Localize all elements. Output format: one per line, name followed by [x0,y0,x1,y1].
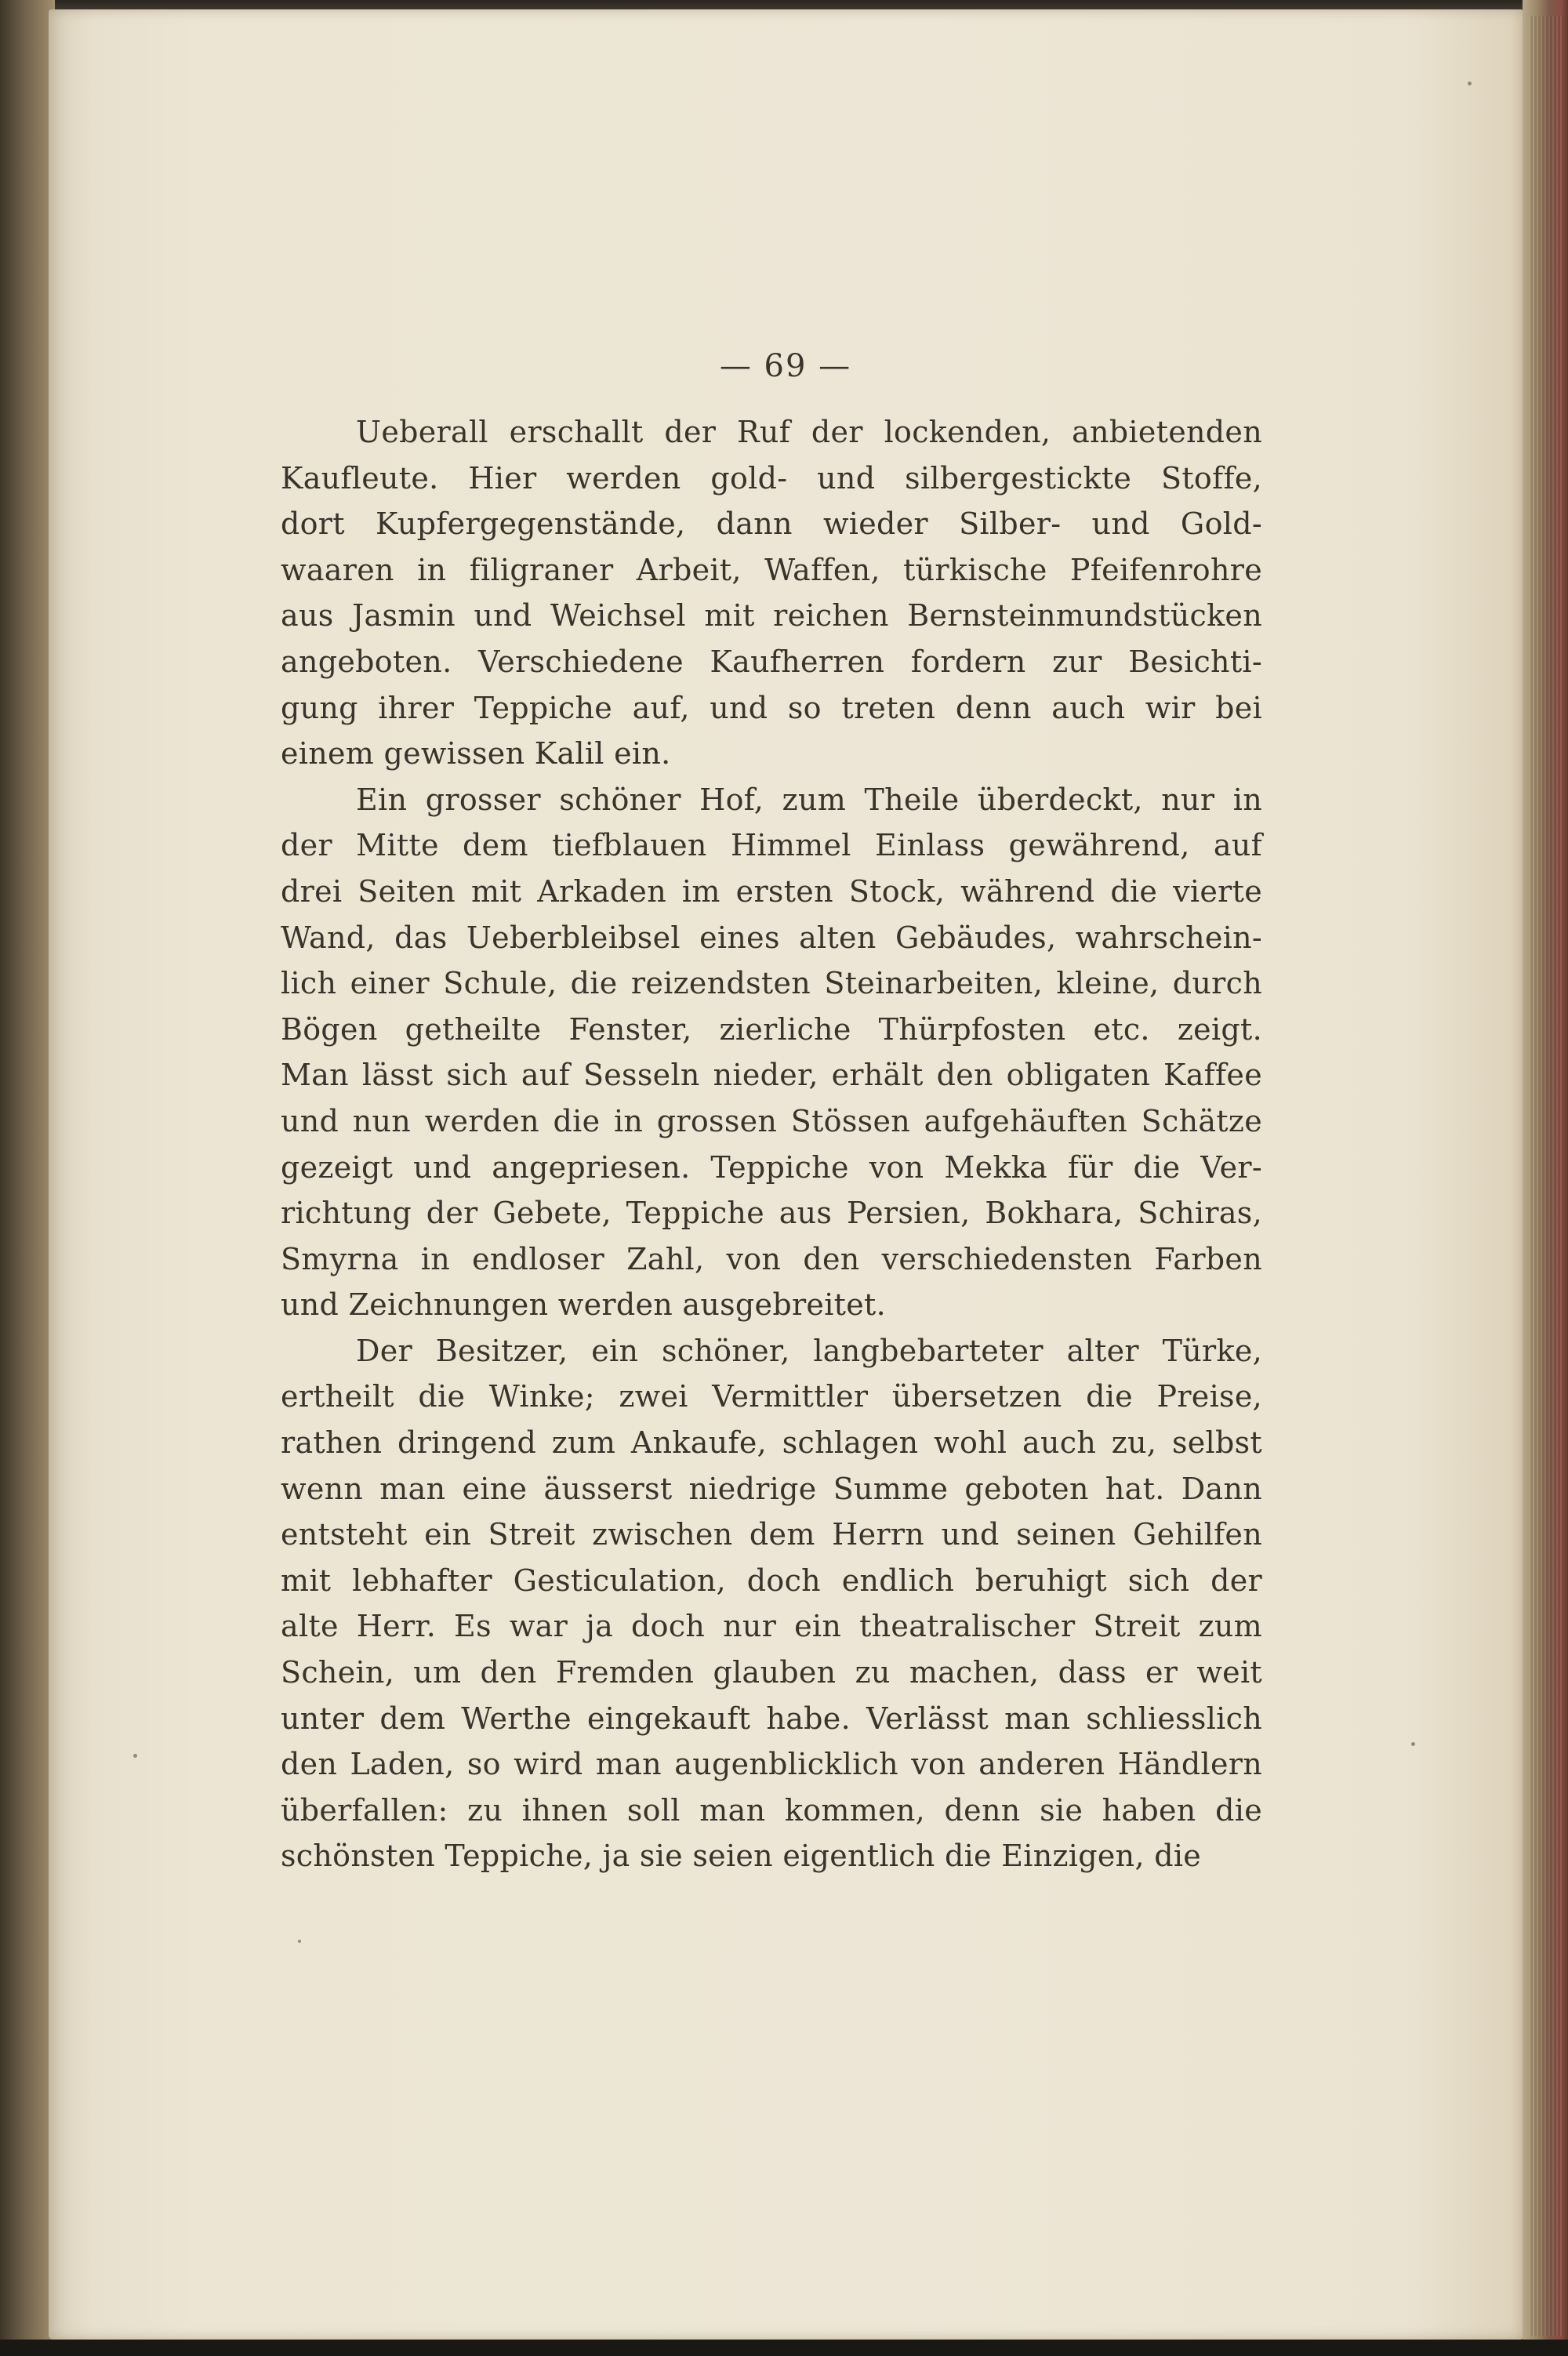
text-line: wenn man eine äusserst niedrige Summe geboten hat. Dann [281,1471,1262,1506]
text-line: gung ihrer Teppiche auf, und so treten denn auch wir bei [281,690,1262,725]
paragraph-1 [281,409,1262,777]
text-line: Wand, das Ueberbleibsel eines alten Gebäudes, wahrschein- [281,920,1262,955]
text-line: rathen dringend zum Ankaufe, schlagen wohl auch zu, selbst [281,1425,1262,1461]
paper-speck [1411,1742,1415,1746]
text-line: waaren in filigraner Arbeit, Waffen, türkische Pfeifenrohre [281,552,1262,587]
paragraph-2 [281,777,1262,1328]
text-line: Ein grosser schöner Hof, zum Theile überdeckt, nur in [356,782,1262,817]
text-line: der Mitte dem tiefblauen Himmel Einlass gewährend, auf [281,828,1262,863]
text-line: einem gewissen Kalil ein. [281,736,671,771]
book-spine-left [0,0,55,2356]
text-line: Ueberall erschallt der Ruf der lockenden, anbietenden [356,415,1262,449]
text-line: ertheilt die Winke; zwei Vermittler übersetzen die Preise, [281,1379,1262,1414]
text-line: Der Besitzer, ein schöner, langbebarteter alter Türke, [356,1333,1262,1368]
text-line: unter dem Werthe eingekauft habe. Verlässt man schliesslich [281,1701,1262,1736]
text-line: mit lebhafter Gesticulation, doch endlich beruhigt sich der [281,1563,1262,1598]
paper-speck [1468,82,1472,85]
text-line: alte Herr. Es war ja doch nur ein theatralischer Streit zum [281,1609,1262,1644]
text-line: gezeigt und angepriesen. Teppiche von Mekka für die Ver- [281,1149,1262,1185]
text-line: überfallen: zu ihnen soll man kommen, denn sie haben die [281,1792,1262,1828]
paragraph-3 [281,1328,1262,1879]
text-line: den Laden, so wird man augenblicklich von anderen Händlern [281,1747,1262,1782]
text-line: Schein, um den Fremden glauben zu machen, dass er weit [281,1655,1262,1690]
text-line: richtung der Gebete, Teppiche aus Persien, Bokhara, Schiras, [281,1196,1262,1231]
page-stack-edge [1529,16,1563,2336]
text-line: dort Kupfergegenstände, dann wieder Silber- und Gold- [281,506,1262,542]
scan-bottom-border [0,2340,1568,2356]
page-number: — 69 — [719,348,852,384]
paper-speck [298,1940,301,1943]
text-line: entsteht ein Streit zwischen dem Herrn und seinen Gehilfen [281,1517,1262,1552]
text-line: aus Jasmin und Weichsel mit reichen Bernsteinmundstücken [281,598,1262,633]
text-line: Man lässt sich auf Sesseln nieder, erhält den obligaten Kaffee [281,1058,1262,1093]
text-line: drei Seiten mit Arkaden im ersten Stock, während die vierte [281,873,1262,909]
body-text [281,409,1262,1879]
text-line: und Zeichnungen werden ausgebreitet. [281,1287,886,1323]
text-line: angeboten. Verschiedene Kaufherren fordern zur Besichti- [281,644,1262,679]
text-line: Bögen getheilte Fenster, zierliche Thürpfosten etc. zeigt. [281,1011,1262,1047]
text-line: lich einer Schule, die reizendsten Steinarbeiten, kleine, durch [281,966,1262,1001]
text-line: schönsten Teppiche, ja sie seien eigentlich die Einzigen, die [281,1839,1202,1874]
book-page [49,9,1523,2340]
text-line: Smyrna in endloser Zahl, von den verschiedensten Farben [281,1241,1262,1276]
text-line: Kaufleute. Hier werden gold- und silbergestickte Stoffe, [281,460,1262,496]
paper-speck [133,1754,137,1758]
text-line: und nun werden die in grossen Stössen aufgehäuften Schätze [281,1103,1262,1138]
